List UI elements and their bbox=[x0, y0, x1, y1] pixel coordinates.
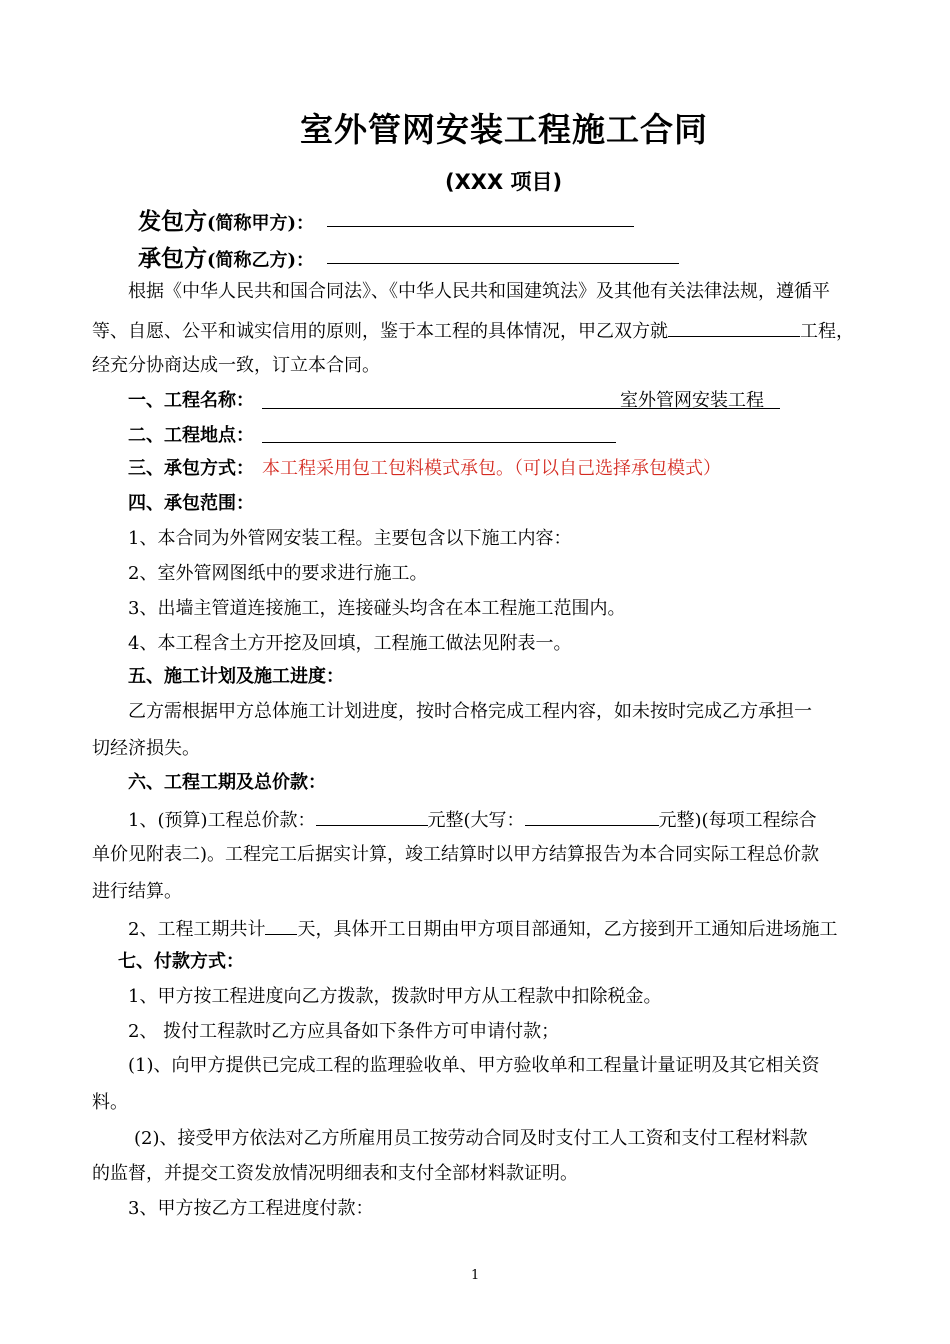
payment-condition-2-line-2: 的监督，并提交工资发放情况明细表和支付全部材料款证明。 bbox=[92, 1163, 578, 1184]
schedule-line-2: 切经济损失。 bbox=[92, 738, 200, 759]
party-a-label: 发包方 bbox=[138, 208, 207, 235]
project-name-blank[interactable] bbox=[668, 317, 800, 337]
section-5-heading: 五、施工计划及施工进度： bbox=[128, 666, 344, 687]
intro-line-3: 经充分协商达成一致，订立本合同。 bbox=[92, 355, 380, 376]
schedule-line-1: 乙方需根据甲方总体施工计划进度，按时合格完成工程内容，如未按时完成乙方承担一 bbox=[128, 701, 812, 722]
price-line-1 bbox=[128, 806, 817, 833]
price-capital-blank[interactable] bbox=[525, 806, 659, 826]
price-line-1-end: 元整)(每项工程综合 bbox=[658, 810, 817, 831]
intro-line-2-text: 等、自愿、公平和诚实信用的原则，鉴于本工程的具体情况，甲乙双方就 bbox=[92, 321, 668, 342]
duration-label: 2、工程工期共计 bbox=[128, 919, 266, 940]
payment-item-3: 3、甲方按乙方工程进度付款： bbox=[128, 1198, 374, 1219]
project-name-value: 室外管网安装工程 bbox=[620, 390, 764, 411]
payment-item-1: 1、甲方按工程进度向乙方拨款，拨款时甲方从工程款中扣除税金。 bbox=[128, 986, 662, 1007]
party-b-label: 承包方 bbox=[138, 245, 207, 272]
party-b-note: (简称乙方)： bbox=[207, 250, 315, 271]
intro-line-2-end: 工程， bbox=[800, 321, 854, 342]
price-amount-blank[interactable] bbox=[316, 806, 428, 826]
contract-mode-value: 本工程采用包工包料模式承包。（可以自己选择承包模式） bbox=[262, 458, 721, 479]
scope-item-4: 4、本工程含土方开挖及回填，工程施工做法见附表一。 bbox=[128, 633, 572, 654]
payment-condition-1-line-2: 料。 bbox=[92, 1092, 128, 1113]
price-line-3: 进行结算。 bbox=[92, 881, 182, 902]
scope-item-2: 2、室外管网图纸中的要求进行施工。 bbox=[128, 563, 428, 584]
section-4-heading: 四、承包范围： bbox=[128, 493, 254, 514]
intro-line-1: 根据《中华人民共和国合同法》、《中华人民共和国建筑法》及其他有关法律法规，遵循平 bbox=[128, 281, 830, 302]
project-subtitle: (XXX 项目) bbox=[445, 170, 563, 194]
duration-line bbox=[128, 915, 837, 942]
section-2-heading: 二、工程地点： bbox=[128, 425, 254, 446]
duration-text: 天，具体开工日期由甲方项目部通知，乙方接到开工通知后进场施工 bbox=[297, 919, 838, 940]
price-line-2: 单价见附表二)。工程完工后据实计算，竣工结算时以甲方结算报告为本合同实际工程总价款 bbox=[92, 844, 820, 865]
scope-item-1: 1、本合同为外管网安装工程。主要包含以下施工内容： bbox=[128, 528, 572, 549]
intro-line-2 bbox=[92, 317, 854, 344]
party-a-note: (简称甲方)： bbox=[207, 213, 315, 234]
section-3-heading: 三、承包方式： bbox=[128, 458, 254, 479]
section-6-heading: 六、工程工期及总价款： bbox=[128, 772, 326, 793]
duration-days-blank[interactable] bbox=[265, 915, 297, 935]
project-location-blank[interactable] bbox=[262, 442, 616, 443]
payment-condition-1-line-1: (1)、向甲方提供已完成工程的监理验收单、甲方验收单和工程量计量证明及其它相关资 bbox=[128, 1055, 820, 1076]
section-1-heading: 一、工程名称： bbox=[128, 390, 254, 411]
contract-title: 室外管网安装工程施工合同 bbox=[300, 110, 708, 149]
payment-condition-2-line-1: (2)、接受甲方依法对乙方所雇用员工按劳动合同及时支付工人工资和支付工程材料款 bbox=[134, 1128, 808, 1149]
section-7-heading: 七、付款方式： bbox=[118, 951, 244, 972]
party-b-blank[interactable] bbox=[327, 263, 679, 264]
party-a-blank[interactable] bbox=[327, 226, 634, 227]
scope-item-3: 3、出墙主管道连接施工，连接碰头均含在本工程施工范围内。 bbox=[128, 598, 626, 619]
party-a-line bbox=[138, 203, 314, 236]
price-label: 1、(预算)工程总价款： bbox=[128, 810, 316, 831]
page-number: 1 bbox=[471, 1268, 480, 1283]
price-capital-label: 元整(大写： bbox=[427, 810, 525, 831]
payment-item-2: 2、 拨付工程款时乙方应具备如下条件方可申请付款； bbox=[128, 1021, 560, 1042]
party-b-line bbox=[138, 240, 314, 273]
